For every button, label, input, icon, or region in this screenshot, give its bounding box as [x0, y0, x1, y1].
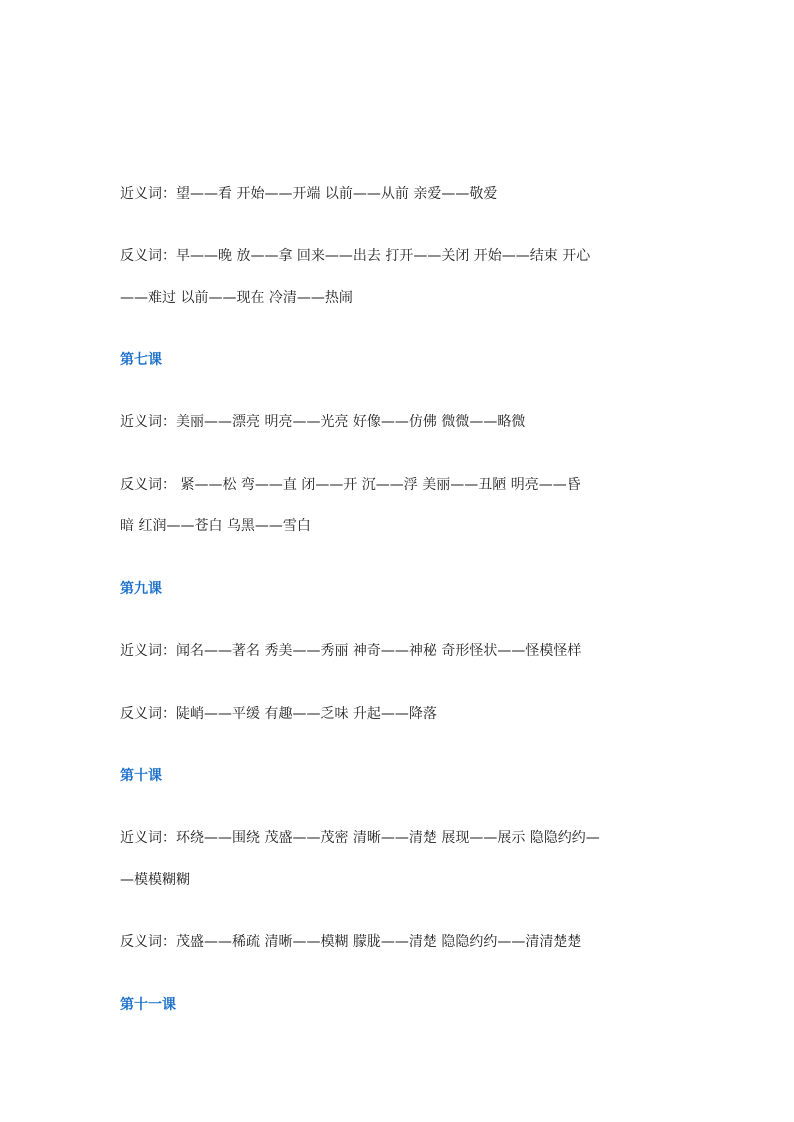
synonyms-line: 近义词：望——看 开始——开端 以前——从前 亲爱——敬爱 — [120, 186, 498, 202]
antonyms-line-continued: ——难过 以前——现在 冷清——热闹 — [120, 290, 353, 306]
antonyms-line: 反义词： 紧——松 弯——直 闭——开 沉——浮 美丽——丑陋 明亮——昏 — [120, 477, 581, 493]
synonyms-line: 近义词：美丽——漂亮 明亮——光亮 好像——仿佛 微微——略微 — [120, 414, 526, 430]
synonyms-line: 近义词：闻名——著名 秀美——秀丽 神奇——神秘 奇形怪状——怪模怪样 — [120, 643, 582, 659]
synonyms-line-continued: —模模糊糊 — [120, 872, 190, 888]
lesson-heading: 第七课 — [120, 352, 162, 368]
antonyms-line: 反义词：陡峭——平缓 有趣——乏味 升起——降落 — [120, 706, 437, 722]
antonyms-line: 反义词：早——晚 放——拿 回来——出去 打开——关闭 开始——结束 开心 — [120, 248, 591, 264]
lesson-heading: 第九课 — [120, 581, 162, 597]
lesson-heading: 第十一课 — [120, 997, 176, 1013]
lesson-heading: 第十课 — [120, 768, 162, 784]
antonyms-line: 反义词：茂盛——稀疏 清晰——模糊 朦胧——清楚 隐隐约约——清清楚楚 — [120, 934, 582, 950]
synonyms-line: 近义词：环绕——围绕 茂盛——茂密 清晰——清楚 展现——展示 隐隐约约— — [120, 830, 600, 846]
antonyms-line-continued: 暗 红润——苍白 乌黑——雪白 — [120, 518, 311, 534]
